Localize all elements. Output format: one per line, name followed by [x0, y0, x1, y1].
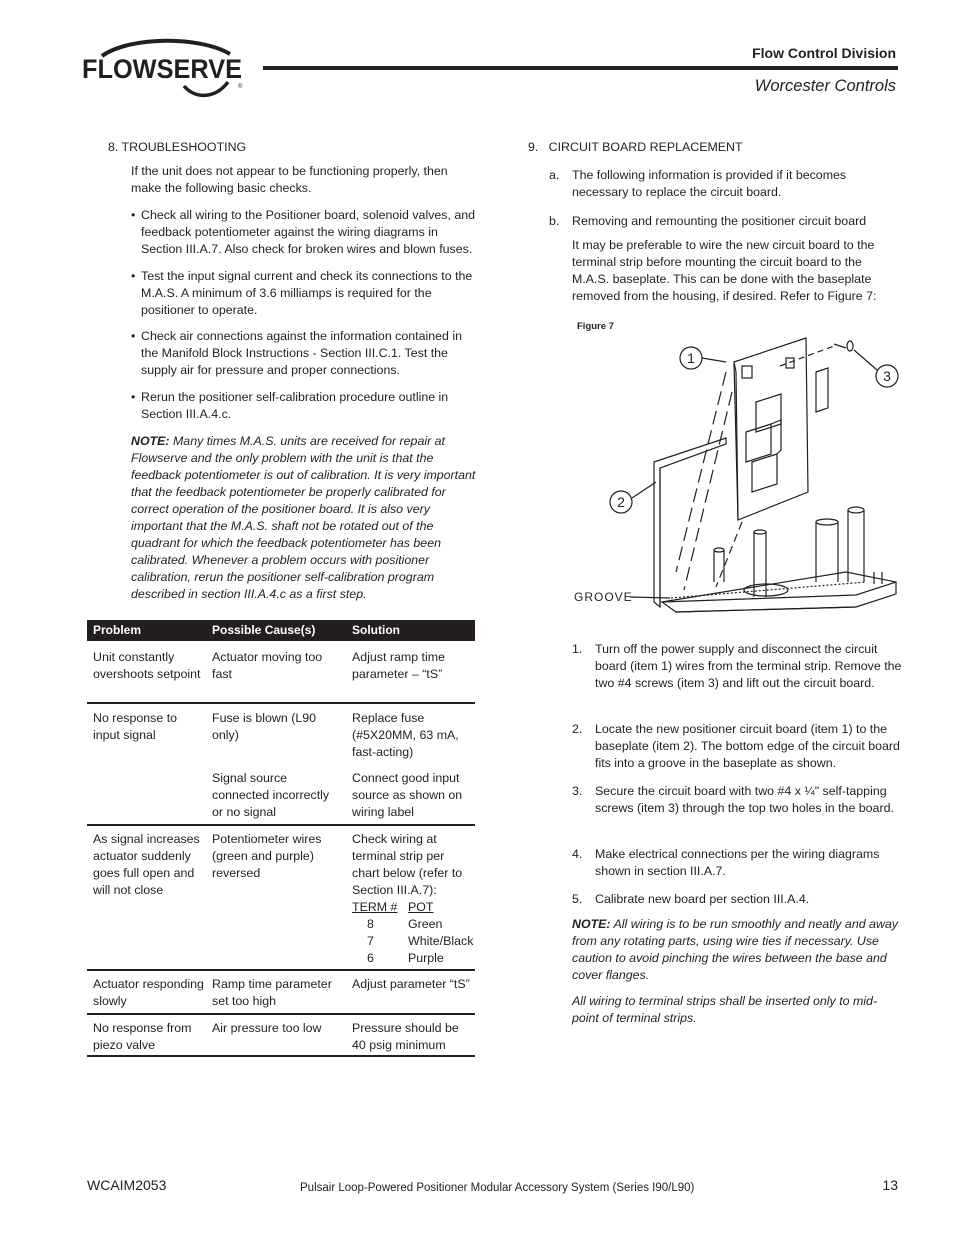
bullet-text: Check air connections against the information contained in the Manifold Block Instructions - Section III.C.1. Test the supply air for pressure and proper connections.	[141, 329, 462, 377]
step-item	[572, 721, 902, 772]
table-cell-solution	[352, 831, 475, 967]
step-text: Make electrical connections per the wiring diagrams shown in section III.A.7.	[595, 847, 880, 878]
table-cell-cause: Potentiometer wires (green and purple) reversed	[212, 832, 322, 880]
table-header-problem: Problem	[93, 623, 142, 637]
term-number: 6	[367, 951, 374, 965]
step-number: 1.	[572, 642, 583, 656]
table-bottom-rule	[87, 1055, 475, 1057]
pot-color: Purple	[408, 951, 444, 965]
list-item-b	[549, 213, 889, 230]
step-item	[572, 891, 902, 908]
callout-3: 3	[883, 368, 891, 384]
step-number: 5.	[572, 892, 583, 906]
step-item	[572, 641, 902, 692]
replacement-paragraph: It may be preferable to wire the new circuit board to the terminal strip before mounting the circuit board to the M.A.S. baseplate. This can be done with the baseplate removed from the housing, if desired. Refer to Figure 7:	[572, 238, 877, 303]
solution-text: Check wiring at terminal strip per chart below (refer to Section III.A.7):	[352, 832, 463, 897]
footer-title: Pulsair Loop-Powered Positioner Modular Accessory System (Series I90/L90)	[300, 1182, 695, 1194]
figure-label: Figure 7	[577, 321, 614, 332]
pot-header: POT	[408, 900, 434, 914]
page-number: 13	[882, 1177, 898, 1193]
table-cell-cause: Signal source connected incorrectly or no signal	[212, 771, 330, 819]
bullet-text: Check all wiring to the Positioner board, solenoid valves, and feedback potentiometer against the wiring diagrams in Section III.A.7. Also check for broken wires and blown fuses.	[141, 208, 476, 256]
step-number: 4.	[572, 847, 583, 861]
wiring-note	[572, 916, 902, 984]
division-title: Flow Control Division	[752, 45, 896, 61]
table-header-solution: Solution	[352, 623, 400, 637]
pot-color: White/Black	[408, 934, 474, 948]
bullet-text: Rerun the positioner self-calibration procedure outline in Section III.A.4.c.	[141, 390, 449, 421]
table-row-divider	[87, 969, 475, 971]
list-marker: a.	[549, 168, 560, 182]
terminal-chart	[352, 899, 475, 967]
list-marker: b.	[549, 214, 560, 228]
troubleshooting-note	[131, 433, 479, 603]
table-cell-cause: Fuse is blown (L90 only)	[212, 711, 316, 742]
svg-text:®: ®	[238, 84, 243, 90]
table-cell-solution: Adjust ramp time parameter – “tS”	[352, 650, 445, 681]
subdivision-title: Worcester Controls	[754, 77, 896, 95]
note-text: All wiring is to be run smoothly and neatly and away from any rotating parts, using wire ties if necessary. Use caution to avoid pinching the wires between the base and cover flanges.	[572, 917, 898, 982]
term-header: TERM #	[352, 900, 398, 914]
callout-2: 2	[617, 494, 625, 510]
bullet-text: Test the input signal current and check its connections to the M.A.S. A minimum of 3.6 milliamps is required for the positioner to operate.	[141, 269, 473, 317]
section-heading-circuit-board: 9. CIRCUIT BOARD REPLACEMENT	[528, 140, 743, 154]
step-text: Turn off the power supply and disconnect the circuit board (item 1) wires from the terminal strip. Remove the two #4 screws (item 3) and lift out the circuit board.	[595, 642, 902, 690]
list-item-a	[549, 167, 889, 201]
circuit-board-figure	[566, 332, 906, 622]
table-cell-cause: Ramp time parameter set too high	[212, 977, 332, 1008]
step-item	[572, 846, 902, 880]
table-row-divider	[87, 824, 475, 826]
flowserve-logo	[80, 38, 245, 100]
table-cell-problem: Actuator responding slowly	[93, 977, 204, 1008]
section-heading-troubleshooting: 8. TROUBLESHOOTING	[108, 140, 247, 154]
table-cell-solution: Pressure should be 40 psig minimum	[352, 1021, 459, 1052]
bullet-item: • Rerun the positioner self-calibration procedure outline in Section III.A.4.c.	[131, 389, 481, 423]
table-cell-solution: Replace fuse (#5X20MM, 63 mA, fast-acting)	[352, 711, 459, 759]
troubleshooting-table	[87, 620, 475, 1060]
table-header-cause: Possible Cause(s)	[212, 623, 316, 637]
table-cell-problem: No response from piezo valve	[93, 1021, 192, 1052]
term-number: 7	[367, 934, 374, 948]
note-text: Many times M.A.S. units are received for repair at Flowserve and the only problem with the unit is that the feedback potentiometer is out of calibration. It is very important that the feedback potentiometer be properly calibrated for correct operation of the positioner board. It is also very important that the M.A.S. shaft not be rotated out of the quadrant for which the feedback potentiometer has been calibrated. Whenever a problem occurs with positioner calibration, rerun the positioner self-calibration program described in section III.A.4.c as a first step.	[131, 434, 476, 601]
pot-color: Green	[408, 917, 443, 931]
step-item	[572, 783, 902, 817]
table-cell-cause: Air pressure too low	[212, 1021, 322, 1035]
header-rule	[263, 66, 898, 70]
table-cell-problem: No response to input signal	[93, 711, 178, 742]
step-text: Locate the new positioner circuit board (item 1) to the baseplate (item 2). The bottom edge of the circuit board fits into a groove in the baseplate as shown.	[595, 722, 900, 770]
callout-1: 1	[687, 350, 695, 366]
step-text: Calibrate new board per section III.A.4.	[595, 892, 810, 906]
table-row-divider	[87, 1013, 475, 1015]
step-number: 3.	[572, 784, 583, 798]
table-cell-cause: Actuator moving too fast	[212, 650, 323, 681]
term-number: 8	[367, 917, 374, 931]
troubleshooting-intro: If the unit does not appear to be functioning properly, then make the following basic checks.	[131, 164, 448, 195]
table-cell-solution: Connect good input source as shown on wiring label	[352, 771, 463, 819]
note-label: NOTE:	[572, 917, 611, 931]
table-cell-problem: Unit constantly overshoots setpoint	[93, 650, 201, 681]
terminal-strip-note: All wiring to terminal strips shall be inserted only to mid-point of terminal strips.	[572, 994, 878, 1025]
list-text: Removing and remounting the positioner circuit board	[572, 214, 867, 228]
step-text: Secure the circuit board with two #4 x ¼" self-tapping screws (item 3) through the top two holes in the board.	[595, 784, 894, 815]
bullet-item: • Test the input signal current and check its connections to the M.A.S. A minimum of 3.6 milliamps is required for the positioner to operate.	[131, 268, 481, 319]
bullet-item: • Check air connections against the information contained in the Manifold Block Instructions - Section III.C.1. Test the supply air for pressure and proper connections.	[131, 328, 481, 379]
document-code: WCAIM2053	[87, 1177, 167, 1193]
table-cell-problem: As signal increases actuator suddenly goes full open and will not close	[93, 832, 200, 897]
logo-wordmark: FLOWSERVE	[82, 54, 242, 84]
step-number: 2.	[572, 722, 583, 736]
list-text: The following information is provided if it becomes necessary to replace the circuit board.	[572, 168, 847, 199]
bullet-item: • Check all wiring to the Positioner board, solenoid valves, and feedback potentiometer against the wiring diagrams in Section III.A.7. Also check for broken wires and blown fuses.	[131, 207, 481, 258]
note-label: NOTE:	[131, 434, 170, 448]
table-cell-solution: Adjust parameter “tS”	[352, 977, 470, 991]
table-row-divider	[87, 702, 475, 704]
groove-label: GROOVE	[574, 590, 633, 604]
